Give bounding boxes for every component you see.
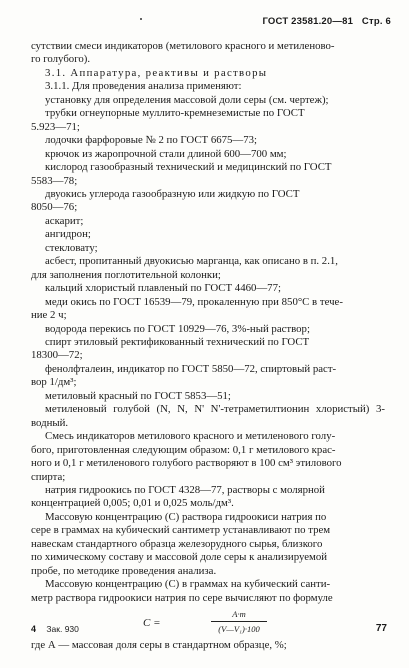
formula-lhs: C =: [143, 617, 161, 630]
list-item: стекловату;: [45, 241, 98, 254]
paragraph-line: спирта;: [31, 470, 66, 483]
standard-number: ГОСТ 23581.20—81: [262, 16, 354, 27]
list-item: трубки огнеупорные муллито-кремнеземистые по ГОСТ: [45, 107, 305, 120]
text-line: го голубого).: [31, 53, 91, 66]
list-item: кислород газообразный технический и медицинский по ГОСТ: [45, 161, 332, 174]
footer-left: [31, 624, 79, 634]
formula: [31, 608, 385, 636]
list-item: спирт этиловый ректификованный технический по ГОСТ: [45, 335, 310, 348]
list-item: асбест, пропитанный двуокисью марганца, как описано в п. 2.1,: [45, 255, 338, 268]
list-item: меди окись по ГОСТ 16539—79, прокаленную при 850°С в тече-: [45, 295, 343, 308]
text-line: 5583—78;: [31, 174, 78, 187]
text-line: концентрацией 0,005; 0,01 и 0,025 моль/дм³.: [31, 497, 234, 510]
formula-denominator: (V—V₁)·100: [218, 624, 260, 635]
text-line: 3.1.1. Для проведения анализа применяют:: [45, 80, 242, 93]
list-item: метиловый красный по ГОСТ 5853—51;: [45, 389, 231, 402]
text-line: для заполнения поглотительной колонки;: [31, 268, 221, 281]
list-item: метиленовый голубой (N, N, N' N'-тетраметилтионин хлористый) 3-водный.: [31, 403, 385, 429]
list-item: кальций хлористый плавленый по ГОСТ 4460—77;: [45, 282, 281, 295]
paragraph-line: бого, приготовленная следующим образом: 0,1 г метилового крас-: [31, 443, 336, 456]
text-line: сутствии смеси индикаторов (метилового красного и метиленово-: [31, 40, 335, 52]
page-label: Стр. 6: [361, 16, 391, 27]
formula-numerator: A·m: [232, 609, 246, 620]
list-item: натрия гидроокись по ГОСТ 4328—77, растворы с молярной: [45, 483, 325, 496]
paragraph-line: Массовую концентрацию (С) раствора гидроокиси натрия по: [45, 510, 327, 523]
where-line: где А — массовая доля серы в стандартном образце, %;: [31, 639, 287, 652]
footer-order-text: Зак. 930: [46, 624, 79, 634]
list-item: двуокись углерода газообразную или жидкую по ГОСТ: [45, 187, 300, 200]
text-line: 8050—76;: [31, 201, 78, 214]
section-heading: 3.1. Аппаратура, реактивы и растворы: [45, 66, 268, 79]
text-line: вор 1/дм³;: [31, 376, 77, 389]
list-item: крючок из жаропрочной стали длиной 600—700 мм;: [45, 147, 287, 160]
list-item: аскарит;: [45, 214, 84, 227]
paragraph-line: по химическому составу и массовой доле серы к анализируемой: [31, 551, 328, 564]
paragraph-line: метр раствора гидроокиси натрия по сере вычисляют по формуле: [31, 591, 333, 604]
fraction-bar: [211, 621, 267, 622]
footer-sheet-number: 4: [31, 624, 37, 634]
paragraph-line: Массовую концентрацию (С) в граммах на кубический санти-: [45, 578, 331, 591]
paragraph-line: навескам стандартного образца железорудного сырья, близкого: [31, 537, 323, 550]
list-item: лодочки фарфоровые № 2 по ГОСТ 6675—73;: [45, 134, 258, 147]
paragraph-line: Смесь индикаторов метилового красного и метиленового голу-: [45, 430, 336, 443]
decorative-dot: [140, 18, 142, 20]
paragraph-line: сере в граммах на кубический сантиметр устанавливают по трем: [31, 524, 331, 537]
text-line: ние 2 ч;: [31, 309, 67, 322]
page-number: 77: [375, 623, 387, 634]
paragraph-line: пробе, по методике проведения анализа.: [31, 564, 217, 577]
page-header: [256, 16, 391, 27]
text-line: 5.923—71;: [31, 120, 80, 133]
list-item: фенолфталеин, индикатор по ГОСТ 5850—72, спиртовый раст-: [45, 362, 337, 375]
paragraph-line: ного и 0,1 г метиленового голубого растворяют в 100 см³ этилового: [31, 457, 342, 470]
list-item: ангидрон;: [45, 228, 91, 241]
document-body: [31, 40, 385, 652]
text-line: 18300—72;: [31, 349, 83, 362]
list-item: установку для определения массовой доли серы (см. чертеж);: [45, 93, 329, 106]
list-item: водорода перекись по ГОСТ 10929—76, 3%-ный раствор;: [45, 322, 310, 335]
